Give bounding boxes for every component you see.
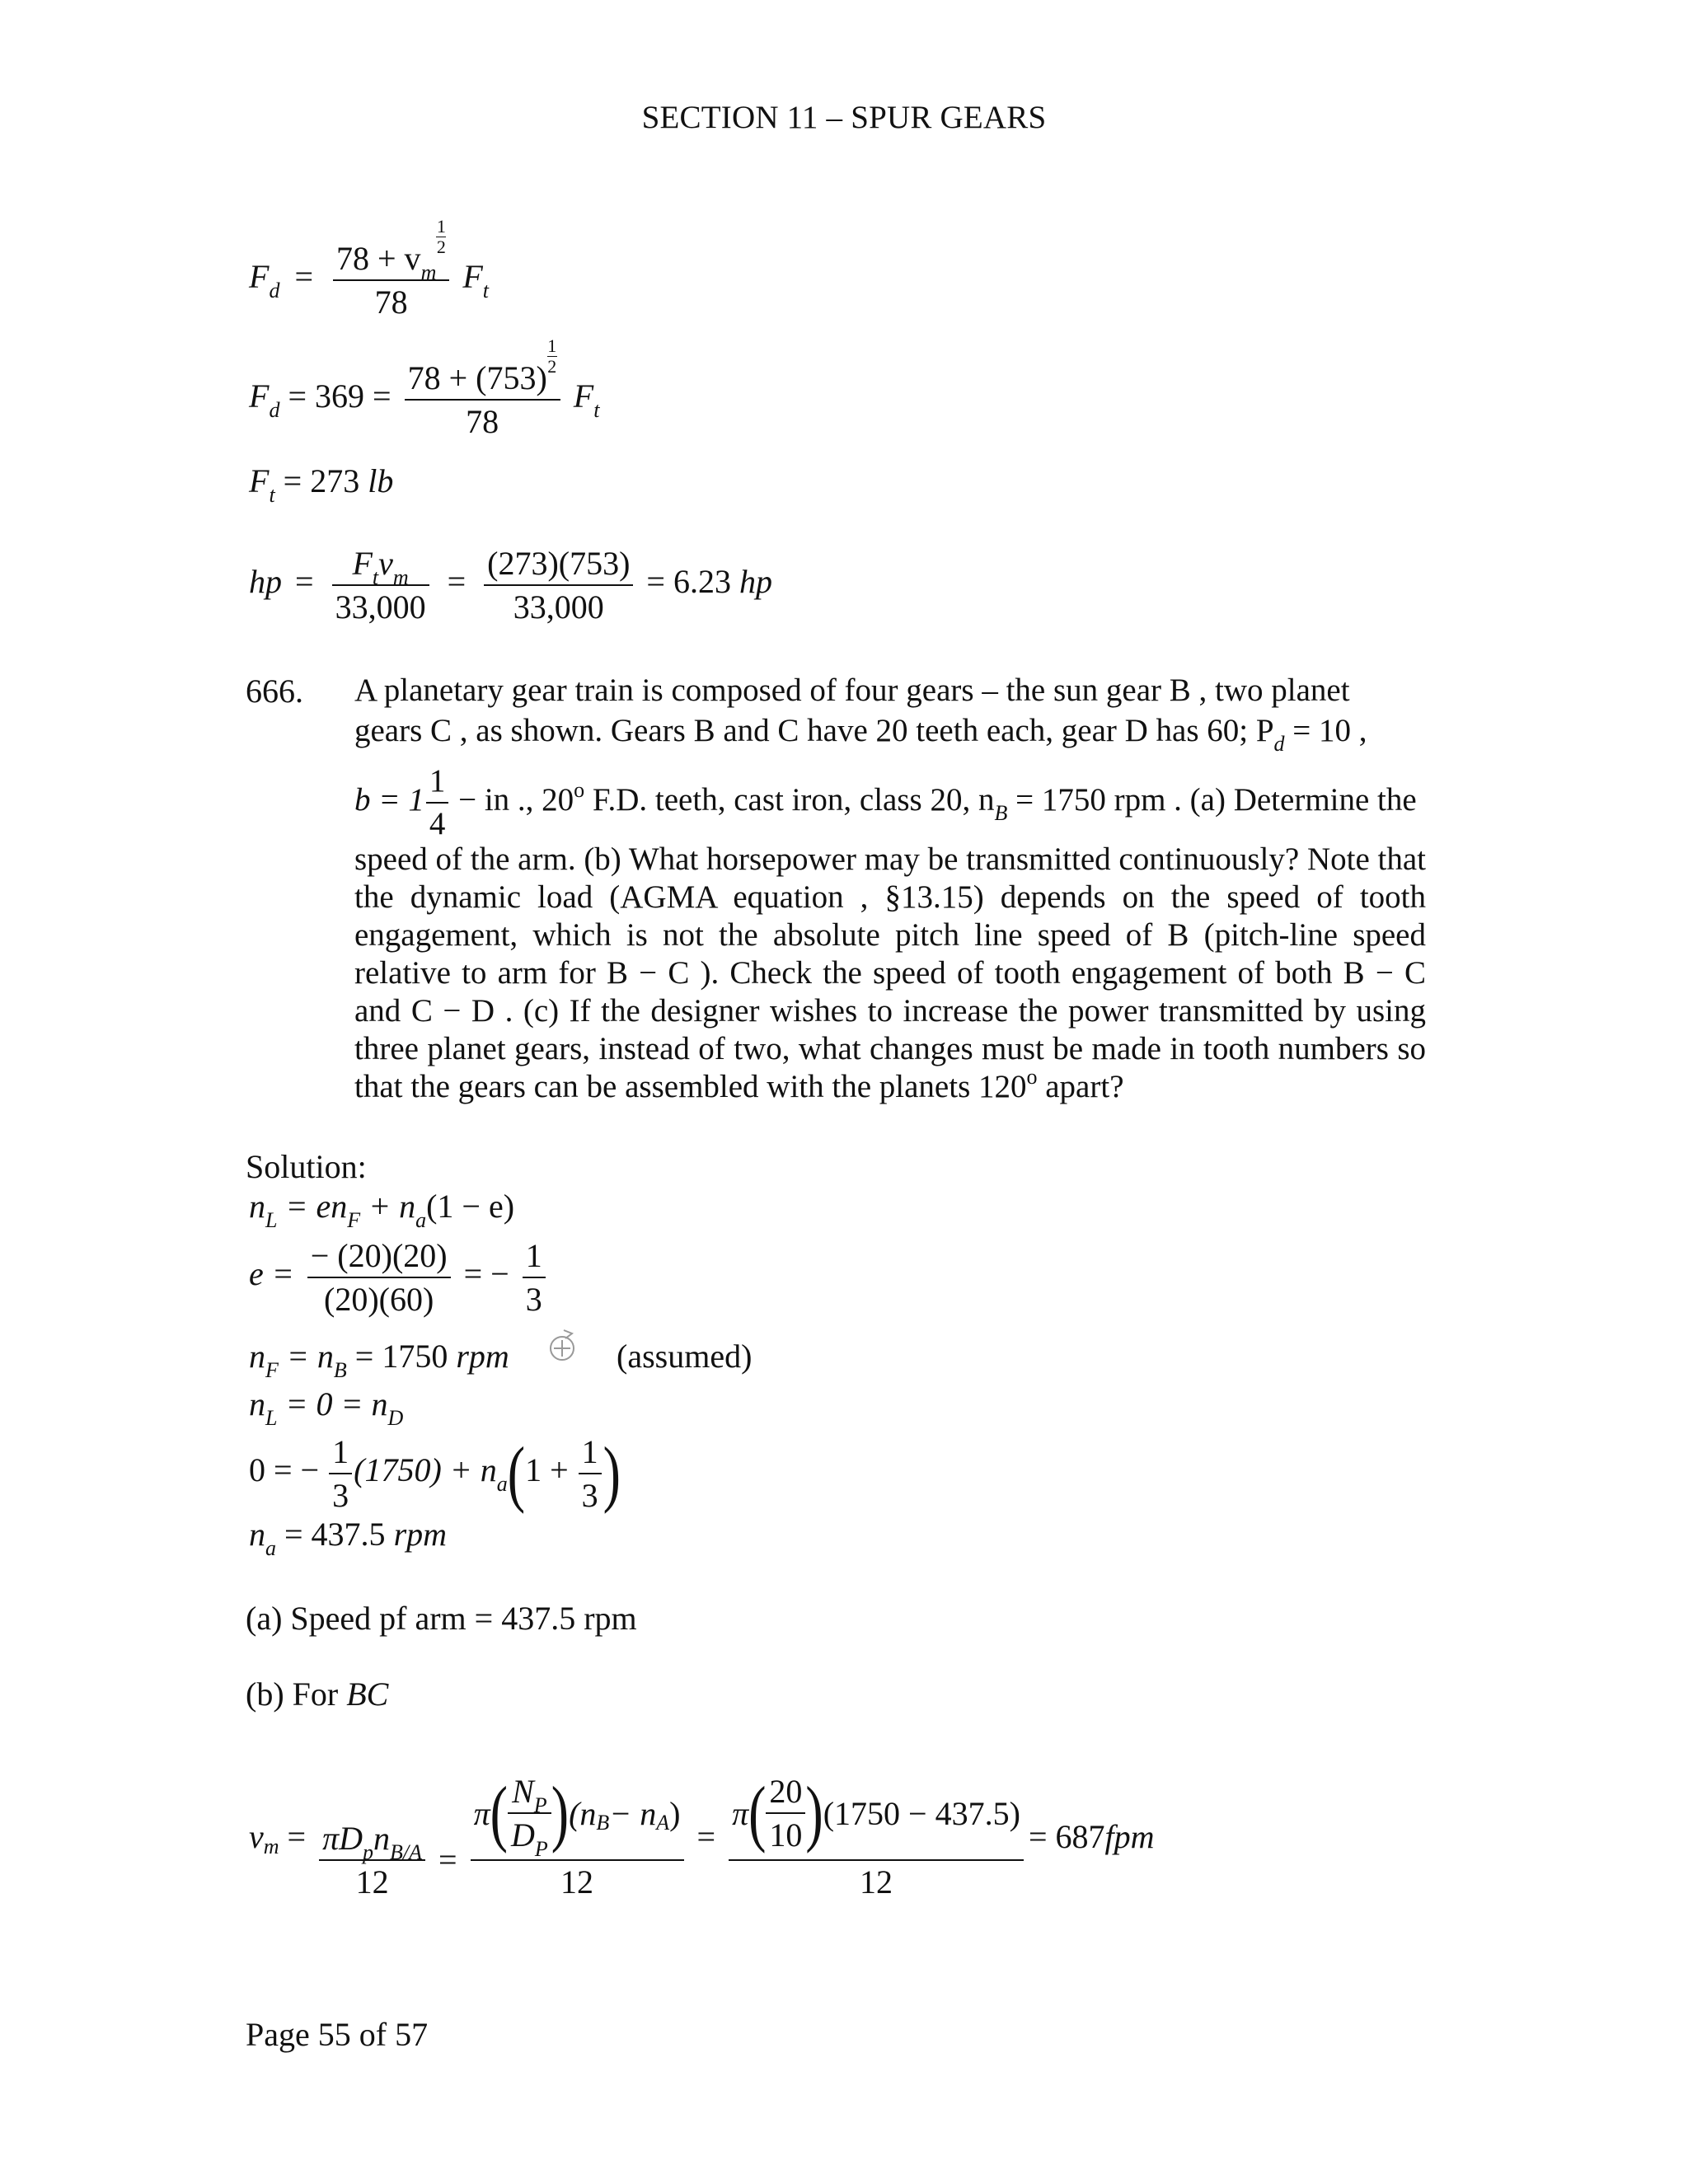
- eq3-unit: lb: [368, 462, 394, 499]
- eq2-fraction: [405, 335, 560, 441]
- problem-line-2-text: gears C , as shown. Gears B and C have 20 teeth each, gear D has 60; P: [354, 713, 1274, 748]
- solution-eq-train-value: e = $\frac{- (20)(20)}{(20)(60)}$ = − $\frac{1}{3}$: [249, 1236, 551, 1319]
- vm-unit: fpm: [1104, 1818, 1155, 1855]
- eq1-num-sub: m: [420, 260, 437, 284]
- solution-eq-arm-solve: 0 = − $\frac{1}{3}$ $(1750) + n_a(1$ + $\frac{1}{3}$ ): [249, 1432, 621, 1514]
- solution-eq-train-frac1: $\frac{- (20)(20)}{(20)(60)}$: [307, 1236, 451, 1319]
- eq1-lhs-sub: d: [269, 279, 280, 303]
- problem-line-2-end: = 10 ,: [1284, 713, 1367, 748]
- eq4-unit: hp: [738, 563, 772, 601]
- part-b-label: (b) For BC: [246, 1675, 389, 1713]
- eq1-lhs: F: [249, 258, 270, 296]
- problem-line-1: A planetary gear train is composed of four gears – the sun gear B , two planet: [354, 673, 1350, 708]
- eq3-lhs: F: [249, 462, 270, 499]
- vm-fraction-3: π ( $\frac{20}{10}$ ) (1750 − 437.5) 12: [729, 1772, 1024, 1901]
- eq3-value: = 273: [274, 462, 368, 499]
- solution-label: Solution:: [246, 1148, 367, 1185]
- solution-eq-last-gear-speed: $n_L = 0 = n_D$: [249, 1385, 404, 1430]
- problem-line-3-pre: b = 1: [354, 781, 424, 818]
- eq3-lhs-sub: t: [269, 483, 275, 507]
- eq4-result: = 6.23: [646, 563, 739, 601]
- problem-body-end: apart?: [1037, 1069, 1124, 1104]
- problem-line-3: [354, 762, 1426, 843]
- eq2-lhs: F: [249, 377, 270, 415]
- eq2-value: = 369 =: [279, 377, 400, 415]
- solution-eq-speed-relation: $n_L = en_F + n_a(1 - e)$: [249, 1188, 515, 1232]
- page-header: SECTION 11 – SPUR GEARS: [641, 100, 1047, 135]
- equation-tangential-load: [249, 462, 394, 507]
- eq1-rhs-sub: t: [482, 279, 490, 303]
- eq1-rhs: F: [462, 258, 483, 296]
- problem-line-2: [354, 712, 1426, 756]
- equation-horsepower: hp = $\frac{F_tv_m}{33,000}$ = $\frac{(273)(753)}{33,000}$ = 6.23 hp: [249, 545, 772, 626]
- eq1-fraction: [333, 216, 449, 321]
- eq1-exponent: $\frac{1}{2}$: [436, 216, 446, 257]
- equation-dynamic-load-formula: $F_d$ = $78 + v_m$ $\frac{1}{2}$ 78 $F_t$: [249, 216, 490, 321]
- eq2-rhs-sub: t: [593, 398, 600, 423]
- solution-eq-first-gear-speed: $n_F = n_B = 1750$ rpm: [249, 1338, 509, 1382]
- vm-result: = 687: [1028, 1818, 1105, 1855]
- problem-line-3-post: F.D. teeth, cast iron, class 20, n: [584, 781, 995, 818]
- eq2-lhs-sub: d: [269, 398, 280, 423]
- equation-pitch-line-velocity: v m = $\frac{\pi D_pn_{B/A}}{12}$ = π ( $\frac{N_P}{D_P}$ ) (n B − n A ) 12 = π ( $\frac{20}{10}$ ) (1750 − 437.5) 12 = 687 fpm: [249, 1771, 1155, 1900]
- rotation-direction-icon: [546, 1327, 579, 1365]
- eq4-fraction-1: $\frac{F_tv_m}{33,000}$: [332, 544, 429, 626]
- eq1-den: 78: [374, 284, 408, 321]
- assumed-note: (assumed): [617, 1338, 753, 1375]
- problem-line-3-frac: $\frac{1}{4}$: [426, 762, 449, 843]
- problem-line-3-mid: − in ., 20: [450, 781, 574, 818]
- problem-line-2-sub: d: [1273, 732, 1285, 756]
- eq2-rhs: F: [573, 377, 594, 415]
- eq4-lhs: hp: [249, 563, 282, 601]
- solution-eq-train-frac2: $\frac{1}{3}$: [523, 1236, 546, 1319]
- vm-fraction-1: $\frac{\pi D_pn_{B/A}}{12}$: [319, 1819, 425, 1901]
- problem-body-text: speed of the arm. (b) What horsepower may be transmitted continuously? Note that the dynamic load (AGMA equation , §13.15) depends on the speed of tooth engagement, which is not the absolute pitch line speed of B (pitch-line speed relative to arm for B − C ). Check the speed of tooth engagement of both B − C and C − D . (c) If the designer wishes to increase the power transmitted by using three planet gears, instead of two, what changes must be made in tooth numbers so that the gears can be assembled with the planets 120: [354, 841, 1426, 1104]
- problem-line-3-end: = 1750 rpm . (a) Determine the: [1007, 781, 1417, 818]
- eq2-den: 78: [466, 403, 499, 440]
- problem-body: [354, 841, 1426, 1109]
- problem-line-3-sub: B: [994, 800, 1008, 825]
- problem-body-deg: o: [1026, 1065, 1038, 1089]
- problem-line-3-deg: o: [574, 777, 585, 802]
- eq2-exponent: $\frac{1}{2}$: [547, 335, 557, 377]
- eq4-fraction-2: $\frac{(273)(753)}{33,000}$: [484, 544, 633, 626]
- vm-fraction-2: π ( $\frac{N_P}{D_P}$ ) (n B − n A ) 12: [471, 1772, 684, 1901]
- answer-a: (a) Speed pf arm = 437.5 rpm: [246, 1600, 637, 1637]
- equation-dynamic-load-value: [249, 335, 600, 441]
- solution-eq-arm-speed: $n_a = 437.5$ rpm: [249, 1516, 448, 1560]
- eq2-num: 78 + (753): [407, 359, 547, 396]
- page-number: Page 55 of 57: [246, 2016, 429, 2053]
- problem-number: 666.: [246, 673, 303, 710]
- eq1-num: 78 + v: [336, 240, 421, 277]
